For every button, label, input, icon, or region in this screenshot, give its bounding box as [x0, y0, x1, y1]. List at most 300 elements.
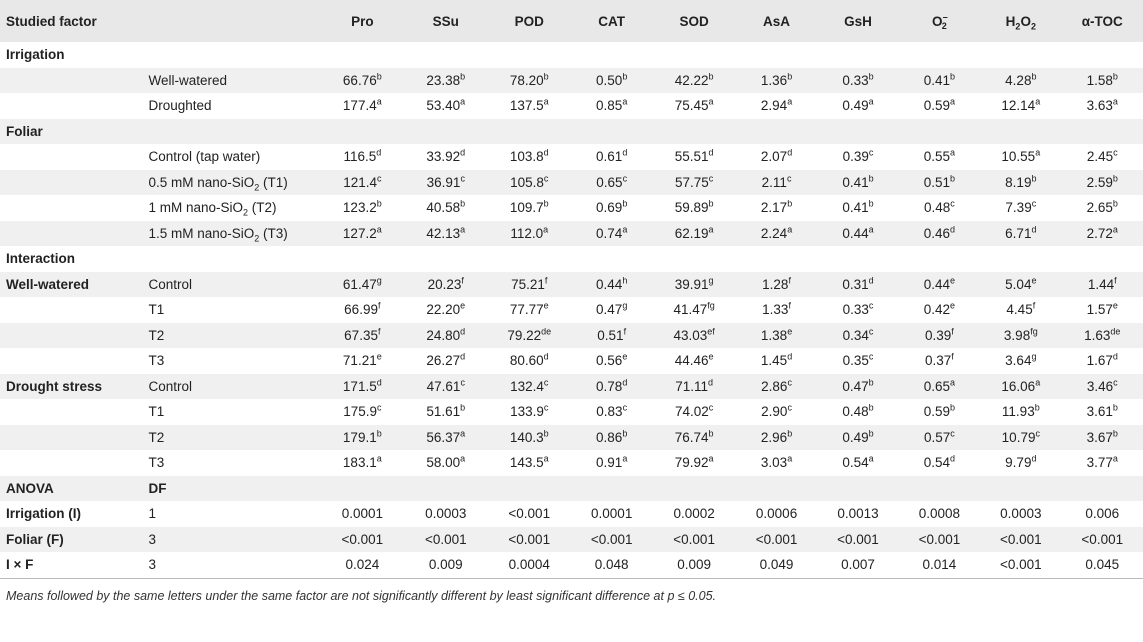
table-cell: 0.54$^a$ [842, 453, 874, 471]
table-cell: 0.48$^b$ [842, 402, 874, 420]
row-treatment-label: Control [148, 276, 193, 292]
table-cell: 43.03$^{ef}$ [673, 326, 715, 343]
table-cell: <0.001 [755, 531, 798, 547]
row-treatment-label: T1 [148, 302, 165, 318]
table-row [0, 552, 1143, 578]
significance-letter: d [1112, 351, 1118, 362]
table-cell: 44.46e [674, 351, 714, 369]
table-row [0, 42, 1143, 68]
table-cell: 2.24$^a$ [760, 224, 793, 241]
row-group-label [0, 195, 142, 221]
table-cell: 0.49$^b$ [842, 428, 874, 445]
table-cell: 42.13$^a$ [426, 224, 466, 241]
table-cell: 175.9$^c$ [343, 402, 382, 420]
table-cell: 77.77e [509, 300, 549, 318]
table-cell: 183.1$^a$ [342, 453, 382, 471]
table-cell: 0.51$^b$ [923, 173, 956, 190]
significance-letter: e [1112, 300, 1118, 311]
significance-letter: e [543, 300, 549, 311]
table-cell [736, 246, 817, 272]
header-cat: CAT [598, 13, 626, 29]
significance-letter: d [787, 351, 793, 362]
table-cell: 20.23$^f$ [427, 275, 464, 292]
table-cell: 2.72$^a$ [1086, 224, 1118, 241]
table-cell: 2.96$^b$ [760, 428, 793, 445]
significance-letter: d [460, 351, 466, 362]
table-cell: 0.009 [677, 557, 712, 573]
significance-letter: d [622, 147, 628, 158]
table-cell: 179.1$^b$ [342, 428, 382, 445]
table-cell: 75.21$^f$ [511, 275, 548, 292]
table-cell: 137.5$^a$ [509, 96, 549, 114]
table-cell: 105.8$^c$ [510, 173, 549, 190]
table-cell: 10.55$^a$ [1001, 147, 1041, 165]
row-group-label [0, 144, 142, 170]
significance-letter: fg [707, 300, 715, 311]
row-treatment-label: T3 [148, 455, 165, 471]
table-row [0, 527, 1143, 553]
significance-letter: b [543, 428, 549, 439]
row-treatment-label: T2 [148, 429, 165, 445]
table-cell: 0.41$^b$ [923, 71, 956, 88]
table-cell: 76.74$^b$ [674, 428, 714, 445]
table-cell [571, 42, 652, 68]
table-cell: 53.40$^a$ [426, 96, 466, 114]
significance-letter: a [376, 224, 382, 235]
significance-letter: f [377, 326, 381, 337]
table-cell: 103.8$^d$ [509, 147, 549, 165]
row-group-label: Irrigation (I) [6, 506, 81, 522]
table-cell: 1.36$^b$ [760, 71, 793, 88]
significance-letter: f [377, 300, 381, 311]
row-group-label: I × F [6, 557, 34, 573]
significance-letter: ef [707, 326, 715, 337]
table-cell: 0.0006 [755, 506, 798, 522]
significance-letter: d [622, 377, 628, 388]
table-cell: 0.0004 [508, 557, 550, 573]
significance-letter: b [787, 198, 793, 209]
table-cell: 61.47$^g$ [342, 275, 382, 292]
significance-letter: b [708, 71, 714, 82]
significance-letter: d [950, 453, 956, 464]
significance-letter: a [1112, 224, 1118, 235]
table-cell: 3.03$^a$ [760, 453, 793, 471]
significance-letter: b [787, 71, 793, 82]
table-cell: 112.0$^a$ [510, 224, 549, 241]
significance-letter: c [950, 428, 955, 439]
table-cell: 58.00$^a$ [426, 453, 466, 471]
table-cell [736, 119, 817, 145]
significance-letter: b [1031, 71, 1037, 82]
table-cell: 0.39$^f$ [925, 326, 954, 343]
significance-letter: a [460, 224, 466, 235]
significance-letter: a [787, 453, 793, 464]
table-cell: 0.006 [1085, 506, 1120, 522]
significance-letter: g [376, 275, 382, 286]
significance-letter: a [868, 96, 874, 107]
table-cell: 3.63$^a$ [1086, 96, 1118, 114]
table-cell [817, 119, 898, 145]
significance-letter: a [708, 96, 714, 107]
table-cell: 2.17$^b$ [760, 198, 793, 216]
significance-letter: e [1031, 275, 1037, 286]
table-row [0, 348, 1143, 374]
significance-letter: b [708, 428, 714, 439]
table-cell: <0.001 [673, 531, 715, 547]
significance-letter: b [1031, 173, 1037, 184]
significance-letter: a [868, 453, 874, 464]
significance-letter: c [543, 402, 549, 413]
significance-letter: a [787, 96, 793, 107]
table-cell: 0.35$^c$ [842, 351, 874, 369]
significance-letter: a [376, 453, 382, 464]
table-cell: 2.65$^b$ [1086, 198, 1118, 216]
significance-letter: a [950, 147, 956, 158]
table-cell: 40.58$^b$ [426, 198, 466, 216]
significance-letter: c [868, 326, 874, 337]
table-cell: <0.001 [918, 531, 961, 547]
row-treatment-label: 1.5 mM nano-SiO$_2$ (T3) [148, 225, 288, 244]
table-cell: 0.049 [759, 557, 794, 573]
table-cell [321, 476, 404, 502]
significance-letter: d [543, 147, 549, 158]
table-cell [736, 476, 817, 502]
table-cell: 1.33$^f$ [762, 300, 791, 318]
significance-letter: g [1031, 351, 1037, 362]
table-row [0, 297, 1143, 323]
table-cell: 75.45$^a$ [674, 96, 714, 114]
table-row [0, 374, 1143, 400]
table-cell: 0.41$^b$ [842, 198, 874, 216]
significance-letter: d [868, 275, 874, 286]
table-cell: 2.86$^c$ [761, 377, 792, 394]
significance-letter: b [460, 402, 466, 413]
table-row [0, 323, 1143, 349]
row-group-label: Drought stress [6, 378, 103, 394]
significance-letter: g [622, 300, 628, 311]
significance-letter: a [1035, 147, 1041, 158]
table-cell: 71.21e [342, 351, 382, 369]
table-cell: 0.44$^a$ [842, 224, 874, 241]
significance-letter: a [1035, 96, 1041, 107]
table-cell: 0.31$^d$ [842, 275, 874, 292]
significance-letter: c [460, 173, 465, 184]
significance-letter: f [623, 326, 627, 337]
significance-letter: c [376, 173, 382, 184]
table-cell: 0.65$^a$ [923, 377, 956, 394]
table-cell: 121.4$^c$ [343, 173, 382, 190]
table-cell: 36.91$^c$ [426, 173, 465, 190]
table-cell: 2.07$^d$ [760, 147, 793, 165]
header-gsh: GsH [844, 13, 872, 29]
row-treatment-label: 1 mM nano-SiO$_2$ (T2) [148, 200, 277, 218]
significance-letter: f [544, 275, 548, 286]
table-cell: 0.34$^c$ [842, 326, 874, 343]
table-cell: 1.57e [1086, 300, 1118, 318]
significance-letter: e [950, 275, 956, 286]
header-ssu: SSu [432, 13, 459, 29]
significance-letter: b [376, 428, 382, 439]
table-footnote: Means followed by the same letters under the same factor are not significantly different by least significant difference at p ≤ 0.05. [0, 578, 1143, 603]
row-treatment-label: Control [148, 378, 193, 394]
table-cell [980, 119, 1061, 145]
significance-letter: a [543, 224, 549, 235]
table-cell: 22.20e [426, 300, 466, 318]
row-group-label [0, 170, 142, 196]
table-cell: 2.90$^c$ [761, 402, 792, 420]
table-cell: 74.02$^c$ [674, 402, 714, 420]
significance-letter: b [376, 198, 382, 209]
significance-letter: c [622, 173, 628, 184]
table-cell [899, 246, 980, 272]
table-cell: 0.69$^b$ [596, 198, 628, 216]
table-cell: 132.4$^c$ [510, 377, 549, 394]
significance-letter: b [1112, 428, 1118, 439]
significance-letter: e [708, 351, 714, 362]
row-group-label: Foliar (F) [6, 531, 64, 547]
table-cell: 0.47$^g$ [596, 300, 628, 318]
table-cell: 0.0002 [673, 506, 715, 522]
table-cell: 1.67$^d$ [1086, 351, 1118, 369]
table-cell: 116.5$^d$ [343, 147, 382, 165]
significance-letter: c [868, 147, 874, 158]
table-cell: 41.47$^{fg}$ [673, 300, 715, 318]
significance-letter: c [950, 198, 955, 209]
significance-letter: g [708, 275, 714, 286]
significance-letter: f [1032, 300, 1036, 311]
row-treatment-label: DF [148, 480, 167, 496]
table-row [0, 195, 1143, 221]
table-cell [571, 476, 652, 502]
table-cell: 0.007 [841, 557, 875, 573]
table-cell: 0.59$^a$ [923, 96, 956, 114]
significance-letter: a [622, 224, 628, 235]
table-cell: 62.19$^a$ [674, 224, 714, 241]
table-cell: 0.47$^b$ [842, 377, 874, 394]
table-cell: 0.024 [345, 557, 380, 573]
table-cell: 0.44$^h$ [596, 275, 628, 292]
significance-letter: e [622, 351, 628, 362]
significance-letter: f [461, 275, 464, 286]
table-cell: 2.94$^a$ [760, 96, 793, 114]
significance-letter: f [951, 326, 954, 337]
table-cell: 0.83$^c$ [596, 402, 628, 420]
table-cell [899, 476, 980, 502]
significance-letter: b [460, 71, 466, 82]
table-row [0, 170, 1143, 196]
table-cell: 0.74$^a$ [596, 224, 628, 241]
table-cell [980, 42, 1061, 68]
table-cell [652, 476, 735, 502]
table-cell: <0.001 [590, 531, 633, 547]
significance-letter: a [1112, 453, 1118, 464]
significance-letter: c [1113, 377, 1118, 388]
table-cell: <0.001 [999, 531, 1042, 547]
significance-letter: d [460, 147, 466, 158]
table-cell: <0.001 [999, 557, 1042, 573]
table-cell: 171.5$^d$ [342, 377, 382, 394]
significance-letter: b [708, 198, 714, 209]
significance-letter: a [787, 224, 793, 235]
significance-letter: d [708, 377, 714, 388]
significance-letter: a [460, 453, 466, 464]
table-cell: 59.89$^b$ [674, 198, 714, 216]
significance-letter: f [1114, 275, 1117, 286]
significance-letter: b [868, 428, 874, 439]
significance-letter: b [622, 198, 628, 209]
table-cell [1062, 476, 1143, 502]
significance-letter: a [376, 96, 382, 107]
table-cell: 0.39$^c$ [842, 147, 874, 165]
table-cell: 56.37$^a$ [426, 428, 466, 445]
table-cell: 39.91$^g$ [674, 275, 714, 292]
table-cell: 0.49$^a$ [842, 96, 874, 114]
table-cell: 0.57$^c$ [924, 428, 955, 445]
table-row [0, 501, 1143, 527]
row-group-label [0, 425, 142, 451]
table-cell [404, 476, 487, 502]
table-row [0, 272, 1143, 298]
significance-letter: b [376, 71, 382, 82]
table-cell: 0.61$^d$ [596, 147, 628, 165]
row-group-label [0, 93, 142, 119]
table-cell: 0.0001 [341, 506, 383, 522]
significance-letter: f [788, 300, 791, 311]
table-cell: 79.22de [507, 326, 552, 343]
table-cell [1062, 119, 1143, 145]
table-cell: 0.55$^a$ [923, 147, 956, 165]
table-cell: 1.38e [760, 326, 793, 343]
significance-letter: c [786, 173, 792, 184]
table-row [0, 425, 1143, 451]
table-cell: 127.2$^a$ [342, 224, 382, 241]
table-cell: 12.14$^a$ [1001, 96, 1041, 114]
significance-letter: d [543, 351, 549, 362]
table-cell [736, 42, 817, 68]
significance-letter: c [708, 402, 714, 413]
table-cell: 0.42e [923, 300, 956, 318]
significance-letter: c [460, 377, 465, 388]
table-row [0, 450, 1143, 476]
significance-letter: c [1035, 428, 1040, 439]
row-group-label: ANOVA [6, 480, 54, 496]
table-cell: 2.59$^b$ [1086, 173, 1118, 190]
table-cell: <0.001 [1081, 531, 1124, 547]
table-cell [488, 476, 571, 502]
table-cell [817, 246, 898, 272]
significance-letter: c [868, 300, 874, 311]
table-row [0, 144, 1143, 170]
significance-letter: b [868, 377, 874, 388]
table-cell [321, 246, 404, 272]
significance-letter: b [787, 428, 793, 439]
significance-letter: b [868, 71, 874, 82]
table-row [0, 119, 1143, 145]
table-cell [1062, 42, 1143, 68]
table-cell: 1.45$^d$ [760, 351, 793, 369]
table-cell: 11.93$^b$ [1001, 402, 1040, 420]
table-cell: 55.51$^d$ [674, 147, 714, 165]
row-treatment-label: Well-watered [148, 72, 228, 88]
table-cell: 5.04e [1005, 275, 1037, 292]
row-treatment-label: 3 [148, 531, 156, 547]
significance-letter: b [950, 71, 956, 82]
table-cell: 0.41$^b$ [842, 173, 874, 190]
table-row [0, 476, 1143, 502]
table-cell: 4.28$^b$ [1005, 71, 1037, 88]
table-cell [899, 42, 980, 68]
table-cell: 57.75$^c$ [674, 173, 714, 190]
table-cell [817, 42, 898, 68]
significance-letter: c [543, 377, 549, 388]
table-cell: 23.38$^b$ [426, 71, 466, 88]
significance-letter: a [460, 428, 466, 439]
table-cell: 3.61$^b$ [1086, 402, 1118, 420]
table-cell: 66.76$^b$ [342, 71, 382, 88]
table-cell [652, 42, 735, 68]
table-cell: 1.28$^f$ [762, 275, 791, 292]
significance-letter: b [868, 402, 874, 413]
significance-letter: c [622, 402, 628, 413]
table-cell: 33.92$^d$ [426, 147, 466, 165]
table-cell: 3.77$^a$ [1086, 453, 1118, 471]
significance-letter: a [622, 96, 628, 107]
row-treatment-label: 1 [148, 506, 156, 522]
table-cell: 9.79$^d$ [1005, 453, 1037, 471]
significance-letter: a [1035, 377, 1041, 388]
significance-letter: c [868, 351, 874, 362]
row-treatment-label: 0.5 mM nano-SiO$_2$ (T1) [148, 174, 288, 193]
significance-letter: b [950, 402, 956, 413]
table-cell: 143.5$^a$ [509, 453, 549, 471]
significance-letter: b [868, 198, 874, 209]
row-group-label [0, 399, 142, 425]
table-cell: 4.45$^f$ [1006, 300, 1036, 318]
table-cell: 3.64$^g$ [1005, 351, 1037, 369]
header-pod: POD [514, 13, 544, 29]
table-cell: 1.58$^b$ [1086, 71, 1118, 88]
significance-letter: b [1112, 198, 1118, 209]
significance-letter: a [708, 224, 714, 235]
table-cell: 0.78$^d$ [596, 377, 628, 394]
row-group-label [0, 450, 142, 476]
table-cell: 0.0003 [425, 506, 467, 522]
header-pro: Pro [351, 13, 374, 29]
row-treatment-label [142, 246, 320, 272]
table-cell: 47.61$^c$ [426, 377, 465, 394]
table-cell: 2.11$^c$ [761, 173, 792, 190]
row-group-label [0, 68, 142, 94]
table-cell: 71.11$^d$ [675, 377, 714, 394]
row-group-label: Foliar [6, 123, 43, 139]
table-body [0, 42, 1143, 578]
table-cell: 1.63de [1084, 326, 1121, 343]
table-cell: 10.79$^c$ [1001, 428, 1040, 445]
table-cell [404, 119, 487, 145]
significance-letter: a [950, 377, 956, 388]
significance-letter: h [622, 275, 628, 286]
significance-letter: e [787, 326, 793, 337]
table-cell: 67.35$^f$ [344, 326, 381, 343]
table-cell [980, 476, 1061, 502]
significance-letter: b [460, 198, 466, 209]
table-cell [817, 476, 898, 502]
table-cell: 0.54$^d$ [923, 453, 956, 471]
table-cell: <0.001 [341, 531, 384, 547]
table-cell: 0.56e [596, 351, 628, 369]
header-row [0, 0, 1143, 42]
table-cell [488, 246, 571, 272]
